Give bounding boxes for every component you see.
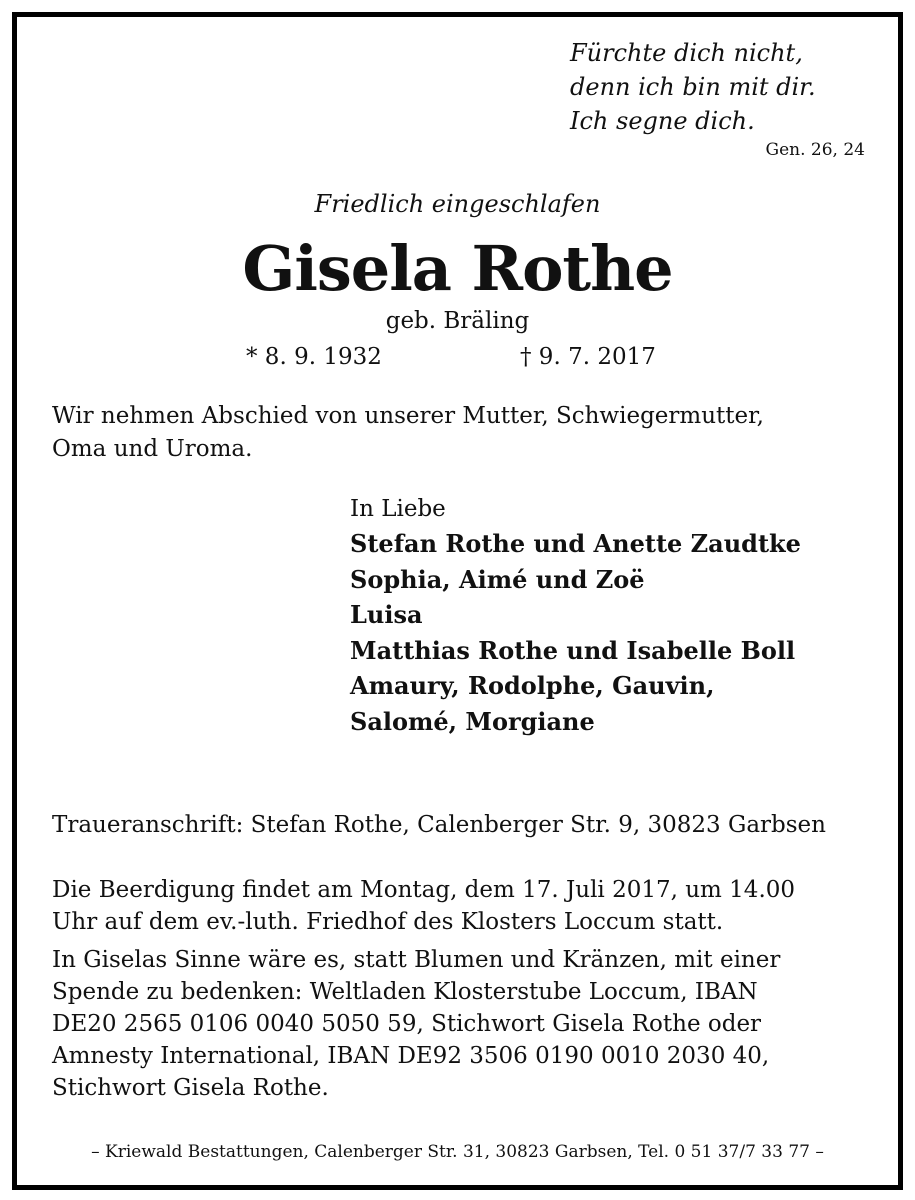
donation-line: Spende zu bedenken: Weltladen Klosterstube Loccum, IBAN [52,979,758,1005]
farewell-line: Oma und Uroma. [52,436,253,462]
mourner-name: Matthias Rothe und Isabelle Boll [350,635,796,665]
mourner-name: Stefan Rothe und Anette Zaudtke [350,529,801,558]
deceased-name: Gisela Rothe [242,232,673,305]
verse-line: Ich segne dich. [570,107,755,135]
funeral-line: Die Beerdigung findet am Montag, dem 17. Juli 2017, um 14.00 [52,877,796,903]
mourning-address: Traueranschrift: Stefan Rothe, Calenberger Str. 9, 30823 Garbsen [52,812,826,838]
farewell-text [52,400,872,466]
donation-line: Amnesty International, IBAN DE92 3506 0190 0010 2030 40, [52,1043,770,1069]
mourner-name: Luisa [350,600,423,629]
farewell-line: Wir nehmen Abschied von unserer Mutter, Schwiegermutter, [52,403,764,429]
donation-line: Stichwort Gisela Rothe. [52,1075,329,1101]
birth-date: * 8. 9. 1932 [246,344,382,370]
verse-line: denn ich bin mit dir. [570,73,816,101]
death-date: † 9. 7. 2017 [520,344,656,370]
mourners-block [350,492,801,739]
funeral-details [52,874,795,938]
mourner-name: Amaury, Rodolphe, Gauvin, [350,671,715,700]
mourner-name: Sophia, Aimé und Zoë [350,564,645,594]
bible-verse [570,36,816,138]
donation-line: In Giselas Sinne wäre es, statt Blumen und Kränzen, mit einer [52,947,781,973]
mourner-names [350,526,801,739]
verse-reference: Gen. 26, 24 [765,140,865,160]
donation-line: DE20 2565 0106 0040 5050 59, Stichwort Gisela Rothe oder [52,1011,762,1037]
funeral-home-footer: – Kriewald Bestattungen, Calenberger Str. 31, 30823 Garbsen, Tel. 0 51 37/7 33 77 – [91,1142,824,1162]
signoff-lead: In Liebe [350,496,446,522]
verse-line: Fürchte dich nicht, [570,39,803,67]
mourner-name: Salomé, Morgiane [350,706,595,736]
intro-text: Friedlich eingeschlafen [314,190,601,218]
funeral-line: Uhr auf dem ev.-luth. Friedhof des Klosters Loccum statt. [52,909,724,935]
maiden-name: geb. Bräling [385,308,530,334]
donation-details [52,944,780,1104]
